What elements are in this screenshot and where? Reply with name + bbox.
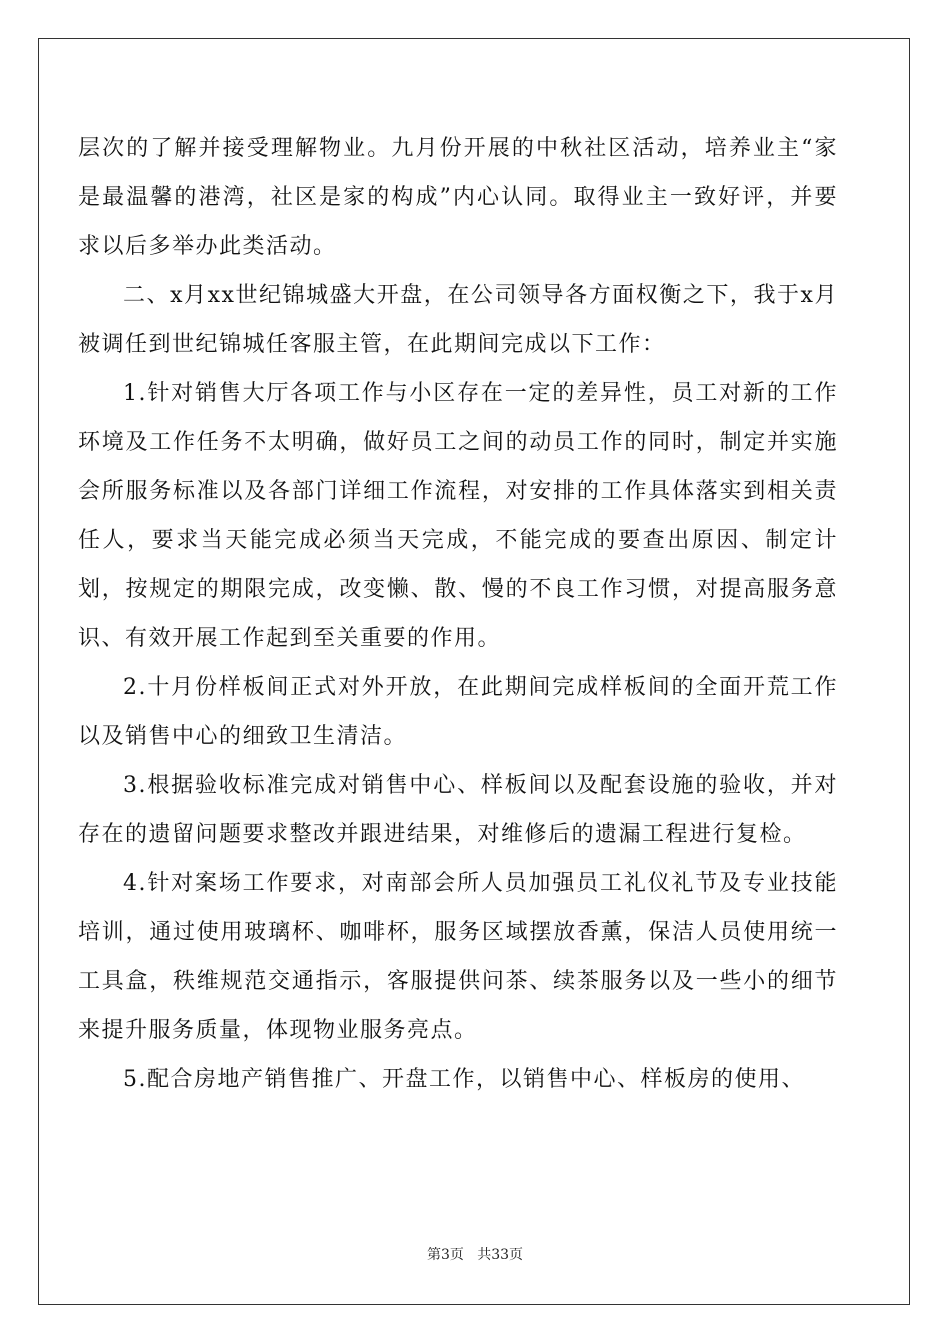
paragraph-6: 4.针对案场工作要求，对南部会所人员加强员工礼仪礼节及专业技能培训，通过使用玻璃杯、咖啡杯，服务区域摆放香薰，保洁人员使用统一工具盒，秩维规范交通指示，客服提供问茶、续茶服务以及一些小的细节来提升服务质量，体现物业服务亮点。 — [78, 871, 838, 1043]
paragraph-7: 5.配合房地产销售推广、开盘工作，以销售中心、样板房的使用、 — [123, 1067, 805, 1092]
paragraph-4: 2.十月份样板间正式对外开放，在此期间完成样板间的全面开荒工作以及销售中心的细致卫生清洁。 — [78, 675, 838, 749]
page-number-footer: 第3页 共33页 — [426, 1247, 524, 1263]
document-body — [78, 124, 838, 1104]
paragraph-1: 层次的了解并接受理解物业。九月份开展的中秋社区活动，培养业主“家是最温馨的港湾，社区是家的构成”内心认同。取得业主一致好评，并要求以后多举办此类活动。 — [78, 136, 838, 259]
paragraph-2: 二、x月xx世纪锦城盛大开盘，在公司领导各方面权衡之下，我于x月被调任到世纪锦城任客服主管，在此期间完成以下工作： — [78, 283, 838, 357]
paragraph-3: 1.针对销售大厅各项工作与小区存在一定的差异性，员工对新的工作环境及工作任务不太明确，做好员工之间的动员工作的同时，制定并实施会所服务标准以及各部门详细工作流程，对安排的工作具体落实到相关责任人，要求当天能完成必须当天完成，不能完成的要查出原因、制定计划，按规定的期限完成，改变懒、散、慢的不良工作习惯，对提高服务意识、有效开展工作起到至关重要的作用。 — [78, 381, 838, 651]
paragraph-5: 3.根据验收标准完成对销售中心、样板间以及配套设施的验收，并对存在的遗留问题要求整改并跟进结果，对维修后的遗漏工程进行复检。 — [78, 773, 838, 847]
